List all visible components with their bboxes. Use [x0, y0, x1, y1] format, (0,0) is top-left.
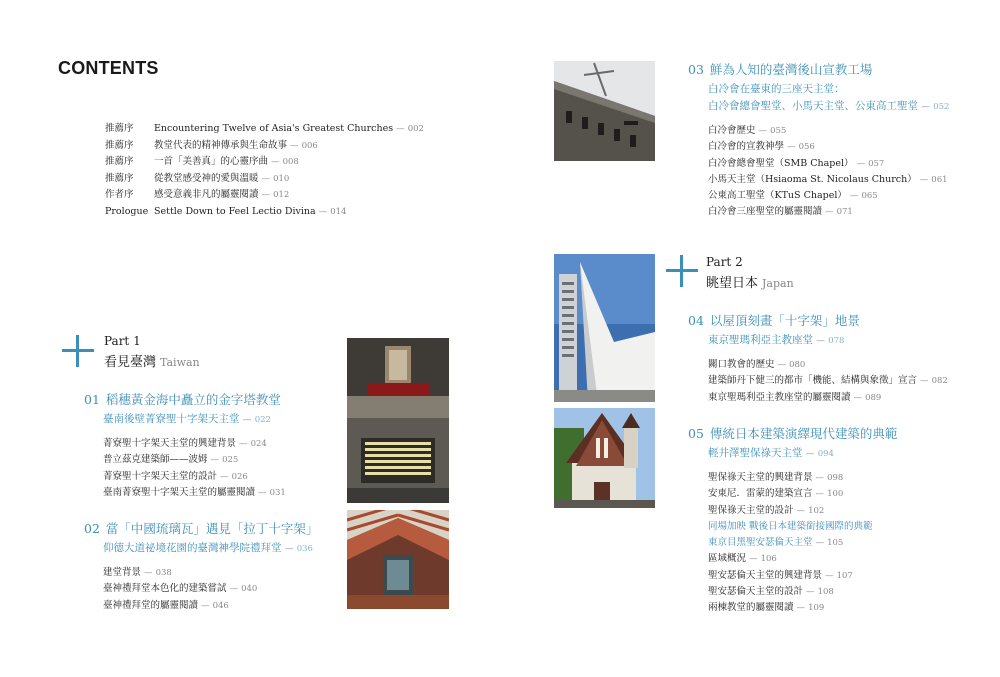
dash: — — [777, 360, 787, 370]
dash: — — [242, 415, 252, 425]
chapter-item — [103, 436, 344, 452]
chapter-subtitle — [708, 81, 988, 98]
preface-label: 推薦序 — [105, 172, 134, 184]
chapter-item — [708, 519, 988, 535]
chapter-number: 04 — [688, 313, 704, 328]
chapel-roof-photo — [347, 510, 449, 609]
page-number: 006 — [301, 140, 318, 151]
page-number: 102 — [808, 505, 825, 516]
dash: — — [261, 190, 271, 200]
item-text: 同場加映 戰後日本建築銜接國際的典範 — [708, 520, 873, 532]
chapter-subtitle — [103, 540, 344, 558]
page-number: 109 — [808, 603, 825, 614]
item-text: 公東高工聖堂（KTuS Chapel） — [708, 190, 847, 202]
dash: — — [290, 140, 299, 151]
plus-icon — [62, 335, 94, 367]
chapter-item — [708, 390, 988, 406]
dash: — — [318, 206, 328, 217]
page-number: 008 — [282, 157, 299, 167]
chapter-item — [708, 568, 988, 584]
item-text: 菁寮聖十字架天主堂的設計 — [103, 470, 218, 482]
dash: — — [210, 455, 220, 466]
item-text: 白冷會三座聖堂的屬靈閱讀 — [708, 206, 823, 218]
page-number: 057 — [868, 158, 885, 169]
item-text: 小馬天主堂（Hsiaoma St. Nicolaus Church） — [708, 173, 917, 185]
chapter-title-text: 以屋頂刻畫「十字架」地景 — [709, 313, 860, 328]
preface-title: 一首「美善真」的心靈序曲 — [154, 156, 269, 167]
chapter-01 — [84, 390, 344, 501]
preface-row — [105, 138, 424, 155]
chapter-subtitle — [708, 332, 988, 350]
page-number: 108 — [817, 587, 834, 598]
dash: — — [806, 587, 815, 598]
dash: — — [920, 376, 929, 387]
dash: — — [229, 584, 239, 595]
contents-title: CONTENTS — [58, 58, 159, 78]
page-number: 105 — [827, 538, 844, 549]
chapter-subtitles — [708, 81, 988, 116]
dash: — — [856, 158, 866, 169]
page-number: 055 — [770, 126, 787, 136]
item-text: 聖安瑟倫天主堂的設計 — [708, 586, 804, 598]
preface-row — [105, 154, 424, 171]
page-number: 010 — [273, 173, 290, 184]
chapter-title — [688, 424, 988, 442]
preface-label: Prologue — [105, 205, 149, 217]
preface-title: Encountering Twelve of Asia's Greatest Churches — [154, 123, 394, 134]
dash: — — [815, 538, 825, 549]
dash: — — [396, 124, 405, 134]
dash: — — [919, 174, 929, 185]
chapter-number: 05 — [688, 426, 704, 441]
chapter-subtitles — [103, 540, 344, 558]
dash: — — [816, 336, 825, 346]
page-number: 056 — [798, 142, 815, 153]
concrete-chapel-photo — [554, 61, 655, 161]
chapter-subtitle — [708, 98, 988, 116]
dash: — — [258, 487, 267, 498]
chapter-title — [84, 519, 344, 537]
chapter-item — [708, 123, 988, 139]
chapter-items — [708, 357, 988, 406]
preface-label: 推薦序 — [105, 123, 134, 134]
dash: — — [239, 439, 248, 449]
chapter-item — [708, 156, 988, 172]
page-number: 065 — [861, 191, 878, 202]
item-text: 臺神禮拜堂本色化的建築嘗試 — [103, 583, 227, 595]
item-text: 臺神禮拜堂的屬靈閱讀 — [103, 599, 199, 611]
cathedral-photo — [554, 254, 655, 402]
dash: — — [220, 471, 229, 482]
wooden-church-photo — [554, 408, 655, 508]
chapter-item — [103, 452, 344, 468]
dash: — — [815, 489, 825, 500]
part1-title: 看見臺灣 — [104, 355, 157, 370]
preface-list — [105, 121, 424, 220]
item-text: 安東尼．雷蒙的建築宣言 — [708, 488, 813, 500]
chapter-03 — [688, 60, 988, 221]
dash: — — [825, 207, 834, 218]
church-interior-photo — [347, 338, 449, 503]
preface-title: 從教堂感受神的愛與溫暖 — [154, 172, 259, 184]
chapter-04 — [688, 311, 988, 406]
dash: — — [853, 392, 863, 403]
subtitle-text: 東京聖瑪利亞主教座堂 — [708, 334, 813, 346]
dash: — — [921, 102, 930, 112]
chapter-items — [103, 436, 344, 501]
item-text: 東京聖瑪利亞主教座堂的屬靈閱讀 — [708, 391, 851, 403]
item-text: 兩棟教堂的屬靈閱讀 — [708, 602, 794, 614]
item-text: 聖保祿天主堂的興建背景 — [708, 472, 813, 483]
part1-number: Part 1 — [104, 334, 141, 348]
chapter-02 — [84, 519, 344, 614]
preface-row — [105, 121, 424, 138]
part2-title: 眺望日本 — [706, 276, 759, 291]
dash: — — [749, 554, 758, 565]
preface-title: Settle Down to Feel Lectio Divina — [154, 205, 316, 217]
chapter-title-text: 鮮為人知的臺灣後山宣教工場 — [709, 62, 873, 77]
preface-label: 推薦序 — [105, 156, 134, 167]
chapter-title — [688, 60, 988, 78]
chapter-subtitle — [708, 445, 988, 463]
dash: — — [825, 570, 834, 581]
dash: — — [805, 449, 815, 459]
item-text: 臺南菁寮聖十字架天主堂的屬靈閱讀 — [103, 486, 256, 498]
subtitle-text: 輕井澤聖保祿天主堂 — [708, 447, 803, 459]
page-number: 061 — [931, 174, 948, 185]
chapter-item — [708, 204, 988, 220]
page-number: 031 — [269, 487, 286, 498]
chapter-number: 01 — [84, 392, 100, 407]
page-number: 038 — [155, 568, 172, 578]
chapter-item — [708, 172, 988, 188]
item-text: 普立茲克建築師——波姆 — [103, 454, 208, 466]
item-text: 菁寮聖十字架天主堂的興建背景 — [103, 438, 237, 449]
page-number: 012 — [273, 190, 290, 200]
chapter-item — [708, 535, 988, 551]
dash: — — [271, 157, 280, 167]
page-number: 022 — [254, 415, 271, 425]
chapter-title — [84, 390, 344, 408]
preface-title: 感受意義非凡的屬靈閱讀 — [154, 189, 259, 200]
chapter-items — [708, 470, 988, 617]
page-number: 002 — [407, 124, 424, 134]
part2-heading — [706, 272, 794, 291]
chapter-item — [103, 598, 344, 614]
chapter-item — [708, 551, 988, 567]
item-text: 白冷會的宣教神學 — [708, 141, 785, 153]
item-text: 白冷會歷史 — [708, 125, 756, 136]
page-number: 052 — [933, 102, 950, 112]
dash: — — [144, 568, 153, 578]
dash: — — [796, 603, 806, 614]
chapter-items — [708, 123, 988, 221]
page-number: 026 — [231, 471, 248, 482]
dash: — — [787, 142, 796, 153]
item-text: 關口教會的歷史 — [708, 359, 775, 370]
item-text: 聖保祿天主堂的設計 — [708, 504, 794, 516]
chapter-item — [103, 581, 344, 597]
page-number: 100 — [827, 489, 844, 500]
preface-label: 作者序 — [105, 189, 134, 200]
chapter-item — [708, 470, 988, 486]
page-number: 089 — [865, 392, 882, 403]
chapter-item — [708, 503, 988, 519]
subtitle-text: 臺南後壁菁寮聖十字架天主堂 — [103, 413, 240, 425]
page-number: 098 — [827, 473, 844, 483]
part2-en: Japan — [762, 277, 794, 290]
item-text: 東京目黑聖安瑟倫天主堂 — [708, 537, 813, 549]
dash: — — [796, 505, 806, 516]
subtitle-text: 白冷會在臺東的三座天主堂： — [708, 83, 845, 95]
page-number: 040 — [241, 584, 258, 595]
page-number: 025 — [222, 455, 239, 466]
part2-number: Part 2 — [706, 255, 743, 269]
dash: — — [849, 191, 859, 202]
dash: — — [815, 473, 825, 483]
chapter-item — [708, 600, 988, 616]
page-number: 078 — [828, 336, 845, 346]
page-number: 024 — [250, 439, 267, 449]
part1-en: Taiwan — [160, 356, 200, 369]
page-number: 082 — [931, 376, 948, 387]
dash: — — [201, 600, 210, 611]
dash: — — [284, 544, 294, 554]
chapter-subtitles — [708, 332, 988, 350]
preface-row — [105, 187, 424, 204]
chapter-item — [708, 486, 988, 502]
preface-row — [105, 204, 424, 221]
item-text: 聖安瑟倫天主堂的興建背景 — [708, 569, 823, 581]
page-number: 094 — [817, 449, 834, 459]
chapter-title-text: 當「中國琉璃瓦」遇見「拉丁十字架」 — [105, 521, 319, 536]
chapter-05 — [688, 424, 988, 617]
dash: — — [758, 126, 768, 136]
chapter-items — [103, 565, 344, 614]
preface-title: 教堂代表的精神傳承與生命故事 — [154, 139, 288, 151]
chapter-item — [708, 188, 988, 204]
chapter-number: 03 — [688, 62, 704, 77]
chapter-item — [708, 357, 988, 373]
page-number: 046 — [212, 600, 229, 611]
chapter-item — [103, 485, 344, 501]
item-text: 白冷會總會聖堂（SMB Chapel） — [708, 157, 854, 169]
chapter-title-text: 稻穗黃金海中矗立的金字塔教堂 — [105, 392, 281, 407]
chapter-title-text: 傳統日本建築演繹現代建築的典範 — [709, 426, 898, 441]
page-number: 014 — [330, 206, 347, 217]
preface-label: 推薦序 — [105, 139, 134, 151]
subtitle-text: 白冷會總會聖堂、小馬天主堂、公東高工聖堂 — [708, 100, 918, 112]
subtitle-text: 仰德大道祕境花園的臺灣神學院禮拜堂 — [103, 542, 282, 554]
item-text: 建築師丹下健三的都市「機能、結構與象徵」宣言 — [708, 375, 918, 387]
page-number: 071 — [836, 207, 853, 218]
page-number: 036 — [296, 544, 313, 554]
page-number: 080 — [789, 360, 806, 370]
page-number: 106 — [760, 554, 777, 565]
chapter-item — [103, 565, 344, 581]
chapter-item — [708, 584, 988, 600]
chapter-subtitle — [103, 411, 344, 429]
chapter-title — [688, 311, 988, 329]
preface-row — [105, 171, 424, 188]
dash: — — [261, 173, 271, 184]
chapter-item — [708, 139, 988, 155]
part1-heading — [104, 351, 200, 370]
chapter-number: 02 — [84, 521, 100, 536]
page-number: 107 — [836, 570, 853, 581]
item-text: 建堂背景 — [103, 567, 142, 578]
item-text: 區域概況 — [708, 553, 747, 565]
chapter-subtitles — [708, 445, 988, 463]
plus-icon — [666, 255, 698, 287]
chapter-subtitles — [103, 411, 344, 429]
chapter-item — [708, 373, 988, 389]
chapter-item — [103, 469, 344, 485]
